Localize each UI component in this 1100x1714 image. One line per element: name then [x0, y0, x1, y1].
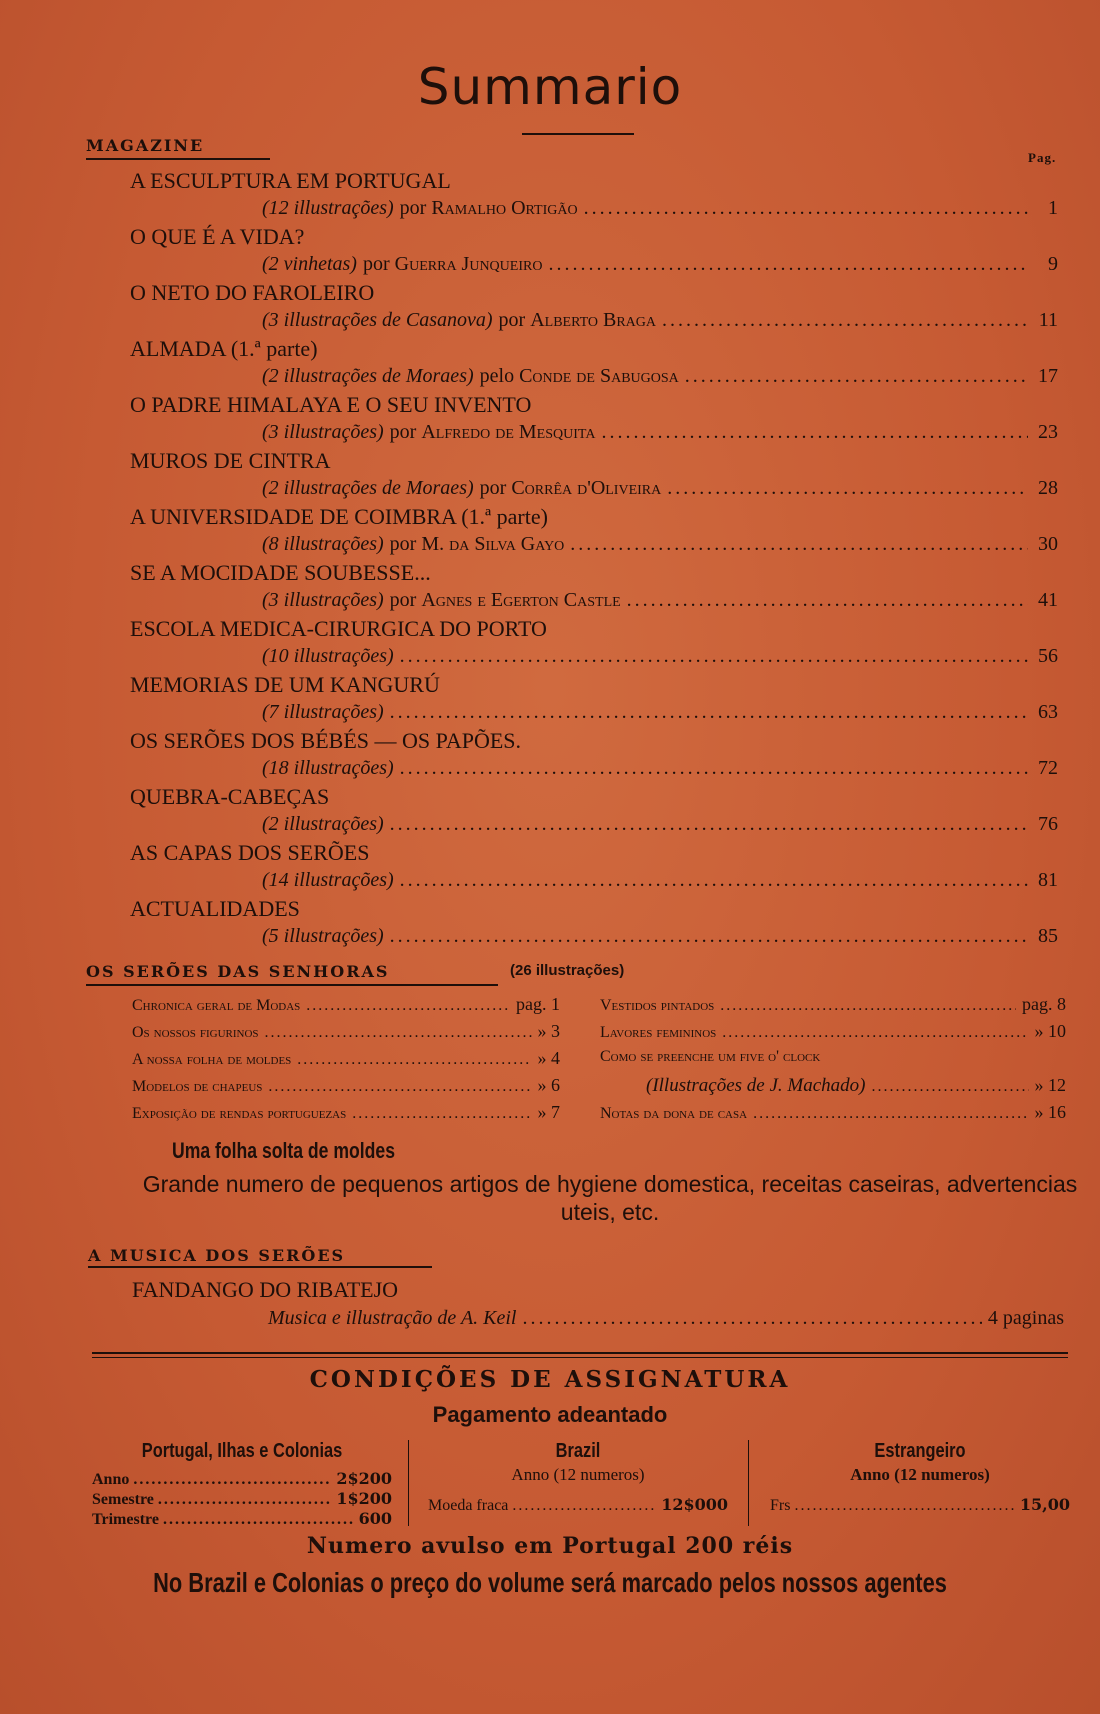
entry-title: QUEBRA-CABEÇAS: [130, 784, 330, 809]
senhoras-item-label: Exposição de rendas portuguezas: [132, 1105, 347, 1122]
entry-by: por: [362, 253, 390, 275]
leader-dots: [133, 1471, 332, 1489]
leader-dots: [584, 197, 1028, 220]
leader-dots: [400, 869, 1028, 892]
entry-detail: [262, 253, 1058, 276]
entry-by: pelo: [479, 365, 515, 387]
price-label: Frs: [770, 1497, 791, 1514]
portugal-prices: [92, 1440, 392, 1529]
entry-detail: [262, 701, 1058, 724]
entry-page: 63: [1038, 701, 1058, 723]
leader-dots: [627, 589, 1028, 612]
price-value: 1$200: [336, 1489, 392, 1508]
entry-author: Guerra Junqueiro: [394, 253, 543, 275]
price-label: Trimestre: [92, 1511, 159, 1528]
senhoras-item-label: Os nossos figurinos: [132, 1024, 259, 1041]
entry-by: por: [389, 421, 417, 443]
entry-author: Corrêa d'Oliveira: [511, 477, 662, 499]
entry-detail: [262, 197, 1058, 220]
leader-dots: [400, 757, 1028, 780]
entry-title: ESCOLA MEDICA-CIRURGICA DO PORTO: [130, 616, 547, 641]
entry-author-wrap: [499, 309, 656, 332]
senhoras-item-ref: » 6: [537, 1075, 560, 1095]
entry-illustrations: (14 illustrações): [262, 869, 394, 891]
estrangeiro-prices: [770, 1440, 1070, 1515]
entry-page: 1: [1048, 197, 1058, 219]
leader-dots: [667, 477, 1028, 500]
entry-page: 81: [1038, 869, 1058, 891]
entry-illustrations: (18 illustrações): [262, 757, 394, 779]
entry-illustrations: (3 illustrações de Casanova): [262, 309, 493, 331]
senhoras-item-label: (Illustrações de J. Machado): [646, 1075, 866, 1096]
brazil-head: Brazil: [555, 1440, 601, 1462]
senhoras-item-ref: » 12: [1034, 1075, 1066, 1095]
price-value: 15,00: [1019, 1495, 1070, 1514]
leader-dots: [722, 1024, 1028, 1042]
entry-illustrations: (5 illustrações): [262, 925, 384, 947]
leader-dots: [306, 997, 510, 1015]
senhoras-item-ref: » 16: [1034, 1102, 1066, 1122]
musica-heading: A MUSICA DOS SERÕES: [88, 1246, 346, 1265]
portugal-head: Portugal, Ilhas e Colonias: [141, 1440, 343, 1462]
estrangeiro-head: Estrangeiro: [874, 1440, 966, 1462]
leader-dots: [512, 1497, 657, 1515]
pag-column-label: Pag.: [1028, 150, 1057, 165]
senhoras-item-label: Notas da dona de casa: [600, 1105, 748, 1122]
brazil-sub: Anno (12 numeros): [511, 1465, 645, 1484]
leader-dots: [390, 925, 1028, 948]
senhoras-item-ref: pag. 1: [516, 994, 560, 1014]
price-label: Semestre: [92, 1491, 154, 1508]
senhoras-rule: [86, 984, 498, 986]
price-value: 600: [358, 1509, 392, 1528]
magazine-heading: MAGAZINE: [86, 136, 205, 155]
entry-author-wrap: [480, 477, 662, 500]
entry-title: OS SERÕES DOS BÉBÉS — OS PAPÕES.: [130, 728, 522, 753]
price-value: 2$200: [336, 1469, 392, 1488]
entry-title: MUROS DE CINTRA: [130, 448, 331, 473]
entry-page: 28: [1038, 477, 1058, 499]
entry-author: Conde de Sabugosa: [519, 365, 679, 387]
entry-author: M. da Silva Gayo: [421, 533, 565, 555]
entry-page: 85: [1038, 925, 1058, 947]
leader-dots: [872, 1078, 1029, 1096]
title-underline: [522, 133, 634, 135]
senhoras-item: [600, 994, 1066, 1015]
entry-by: por: [479, 477, 507, 499]
senhoras-item-label: Lavores femininos: [600, 1024, 717, 1041]
entry-title: O PADRE HIMALAYA E O SEU INVENTO: [130, 392, 532, 417]
entry-author-wrap: [363, 253, 542, 276]
entry-page: 11: [1038, 309, 1058, 331]
entry-illustrations: (12 illustrações): [262, 197, 394, 219]
entry-detail: [262, 589, 1058, 612]
price-row: [770, 1495, 1070, 1515]
entry-page: 41: [1038, 589, 1058, 611]
entry-detail: [262, 645, 1058, 668]
entry-illustrations: (3 illustrações): [262, 589, 384, 611]
musica-line: [268, 1307, 1064, 1330]
musica-pages: 4 paginas: [987, 1307, 1064, 1329]
entry-illustrations: (2 illustrações): [262, 813, 384, 835]
magazine-rule: [86, 158, 270, 160]
entry-author-wrap: [480, 365, 679, 388]
senhoras-item-label: Como se preenche um five o' clock: [600, 1048, 821, 1065]
entry-illustrations: (7 illustrações): [262, 701, 384, 723]
entry-title: ALMADA (1.ª parte): [130, 336, 318, 361]
entry-detail: [262, 925, 1058, 948]
price-row: [92, 1469, 392, 1489]
entry-author: Agnes e Egerton Castle: [421, 589, 621, 611]
entry-title: ACTUALIDADES: [130, 896, 300, 921]
senhoras-item: [132, 1075, 560, 1096]
leader-dots: [570, 533, 1028, 556]
price-row: [92, 1509, 392, 1529]
entry-illustrations: (2 illustrações de Moraes): [262, 365, 474, 387]
leader-dots: [163, 1511, 355, 1529]
entry-detail: [262, 477, 1058, 500]
entry-illustrations: (8 illustrações): [262, 533, 384, 555]
senhoras-item-ref: » 3: [537, 1021, 560, 1041]
senhoras-item: [600, 1021, 1066, 1042]
entry-title: SE A MOCIDADE SOUBESSE...: [130, 560, 431, 585]
entry-page: 76: [1038, 813, 1058, 835]
avulso-price: Numero avulso em Portugal 200 réis: [306, 1533, 794, 1559]
leader-dots: [601, 421, 1028, 444]
entry-illustrations: (3 illustrações): [262, 421, 384, 443]
entry-page: 23: [1038, 421, 1058, 443]
entry-detail: [262, 309, 1058, 332]
column-divider: [748, 1440, 749, 1526]
musica-credit: Musica e illustração de A. Keil: [268, 1307, 517, 1329]
entry-by: por: [399, 197, 427, 219]
condicoes-heading: CONDIÇÕES DE ASSIGNATURA: [309, 1366, 791, 1393]
senhoras-item-label: Chronica geral de Modas: [132, 997, 301, 1014]
leader-dots: [297, 1051, 531, 1069]
leader-dots: [753, 1105, 1028, 1123]
senhoras-item: [600, 1102, 1066, 1123]
senhoras-item: [132, 994, 560, 1015]
entry-author-wrap: [390, 421, 596, 444]
brazil-note: No Brazil e Colonias o preço do volume será marcado pelos nossos agentes: [153, 1567, 947, 1598]
senhoras-item-ref: » 10: [1034, 1021, 1066, 1041]
entry-author: Alberto Braga: [530, 309, 657, 331]
entry-illustrations: (2 vinhetas): [262, 253, 357, 275]
leader-dots: [352, 1105, 531, 1123]
brazil-prices: [428, 1440, 728, 1515]
entry-page: 9: [1048, 253, 1058, 275]
senhoras-item: [132, 1021, 560, 1042]
entry-page: 17: [1038, 365, 1058, 387]
double-rule: [92, 1352, 1068, 1358]
leader-dots: [685, 365, 1028, 388]
senhoras-item: [600, 1075, 1066, 1097]
senhoras-item-label: Modelos de chapeus: [132, 1078, 263, 1095]
leader-dots: [265, 1024, 532, 1042]
senhoras-item-ref: pag. 8: [1022, 994, 1066, 1014]
price-row: [92, 1489, 392, 1509]
entry-by: por: [498, 309, 526, 331]
leader-dots: [662, 309, 1028, 332]
entry-author: Ramalho Ortigão: [431, 197, 578, 219]
senhoras-item: [132, 1048, 560, 1069]
entry-detail: [262, 365, 1058, 388]
entry-page: 30: [1038, 533, 1058, 555]
price-label: Moeda fraca: [428, 1497, 509, 1514]
leader-dots: [158, 1491, 332, 1509]
entry-detail: [262, 757, 1058, 780]
entry-author: Alfredo de Mesquita: [421, 421, 596, 443]
leader-dots: [523, 1307, 982, 1330]
pagamento-subtitle: Pagamento adeantado: [432, 1402, 668, 1427]
leader-dots: [720, 997, 1016, 1015]
grande-numero-note: Grande numero de pequenos artigos de hygiene domestica, receitas caseiras, advertencias uteis, etc.: [142, 1171, 1078, 1225]
senhoras-item-label: A nossa folha de moldes: [132, 1051, 292, 1068]
entry-page: 72: [1038, 757, 1058, 779]
entry-author-wrap: [390, 589, 621, 612]
entry-author-wrap: [400, 197, 578, 220]
leader-dots: [400, 645, 1028, 668]
leader-dots: [390, 813, 1028, 836]
leader-dots: [794, 1497, 1015, 1515]
leader-dots: [548, 253, 1028, 276]
entry-detail: [262, 813, 1058, 836]
leader-dots: [390, 701, 1028, 724]
entry-title: A UNIVERSIDADE DE COIMBRA (1.ª parte): [130, 504, 548, 529]
musica-rule: [88, 1266, 432, 1268]
entry-detail: [262, 421, 1058, 444]
entry-illustrations: (10 illustrações): [262, 645, 394, 667]
senhoras-item: [600, 1048, 1066, 1066]
price-label: Anno: [92, 1471, 130, 1488]
price-row: [428, 1495, 728, 1515]
price-value: 12$000: [661, 1495, 728, 1514]
moldes-note: Uma folha solta de moldes: [172, 1138, 395, 1163]
senhoras-heading: OS SERÕES DAS SENHORAS: [86, 962, 390, 981]
entry-by: por: [389, 533, 417, 555]
senhoras-note: (26 illustrações): [510, 962, 625, 979]
entry-title: MEMORIAS DE UM KANGURÚ: [130, 672, 440, 697]
entry-title: O QUE É A VIDA?: [130, 224, 305, 249]
entry-title: O NETO DO FAROLEIRO: [130, 280, 375, 305]
column-divider: [408, 1440, 409, 1526]
entry-detail: [262, 533, 1058, 556]
senhoras-item-ref: » 4: [537, 1048, 560, 1068]
page-title: Summario: [417, 58, 683, 116]
entry-page: 56: [1038, 645, 1058, 667]
musica-title: FANDANGO DO RIBATEJO: [132, 1277, 399, 1302]
senhoras-item-label: Vestidos pintados: [600, 997, 715, 1014]
entry-author-wrap: [390, 533, 565, 556]
entry-illustrations: (2 illustrações de Moraes): [262, 477, 474, 499]
entry-by: por: [389, 589, 417, 611]
senhoras-item: [132, 1102, 560, 1123]
entry-detail: [262, 869, 1058, 892]
leader-dots: [268, 1078, 531, 1096]
entry-title: A ESCULPTURA EM PORTUGAL: [130, 168, 451, 193]
estrangeiro-sub: Anno (12 numeros): [850, 1465, 990, 1484]
entry-title: AS CAPAS DOS SERÕES: [130, 840, 370, 865]
senhoras-item-ref: » 7: [537, 1102, 560, 1122]
